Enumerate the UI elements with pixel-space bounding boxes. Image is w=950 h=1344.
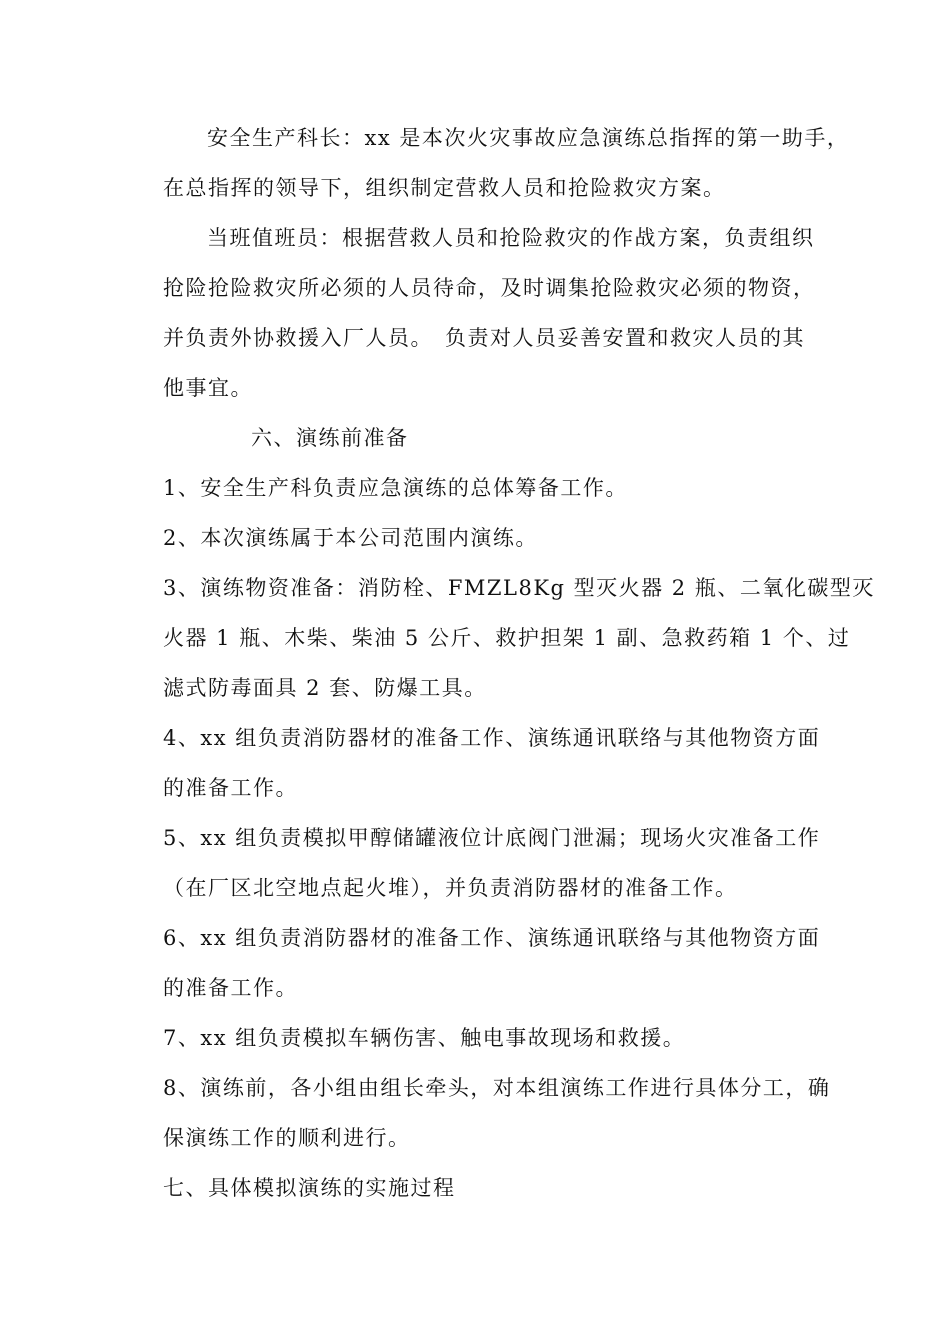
list-item-continued: 火器 1 瓶、木柴、柴油 5 公斤、救护担架 1 副、急救药箱 1 个、过 [163,626,851,650]
list-item: 6、xx 组负责消防器材的准备工作、演练通讯联络与其他物资方面 [163,926,821,950]
list-item-continued: 的准备工作。 [163,976,298,1000]
list-item: 4、xx 组负责消防器材的准备工作、演练通讯联络与其他物资方面 [163,726,821,750]
paragraph-line: 抢险抢险救灾所必须的人员待命，及时调集抢险救灾必须的物资， [163,276,816,300]
list-item: 3、演练物资准备：消防栓、FMZL8Kg 型灭火器 2 瓶、二氧化碳型灭 [163,576,875,600]
paragraph-line: 安全生产科长：xx 是本次火灾事故应急演练总指挥的第一助手， [207,126,850,150]
section-heading: 七、具体模拟演练的实施过程 [163,1176,456,1200]
paragraph-line: 当班值班员：根据营救人员和抢险救灾的作战方案，负责组织 [207,226,815,250]
section-heading: 六、演练前准备 [251,426,409,450]
list-item-continued: 保演练工作的顺利进行。 [163,1126,411,1150]
list-item-continued: 滤式防毒面具 2 套、防爆工具。 [163,676,487,700]
list-item-continued: （在厂区北空地点起火堆），并负责消防器材的准备工作。 [163,876,738,900]
list-item: 8、演练前，各小组由组长牵头，对本组演练工作进行具体分工，确 [163,1076,831,1100]
list-item: 1、安全生产科负责应急演练的总体筹备工作。 [163,476,628,500]
list-item: 5、xx 组负责模拟甲醇储罐液位计底阀门泄漏；现场火灾准备工作 [163,826,821,850]
list-item-continued: 的准备工作。 [163,776,298,800]
paragraph-line: 并负责外协救援入厂人员。 负责对人员妥善安置和救灾人员的其 [163,326,805,350]
paragraph-line: 他事宜。 [163,376,253,400]
paragraph-line: 在总指挥的领导下，组织制定营救人员和抢险救灾方案。 [163,176,726,200]
list-item: 2、本次演练属于本公司范围内演练。 [163,526,538,550]
list-item: 7、xx 组负责模拟车辆伤害、触电事故现场和救援。 [163,1026,686,1050]
